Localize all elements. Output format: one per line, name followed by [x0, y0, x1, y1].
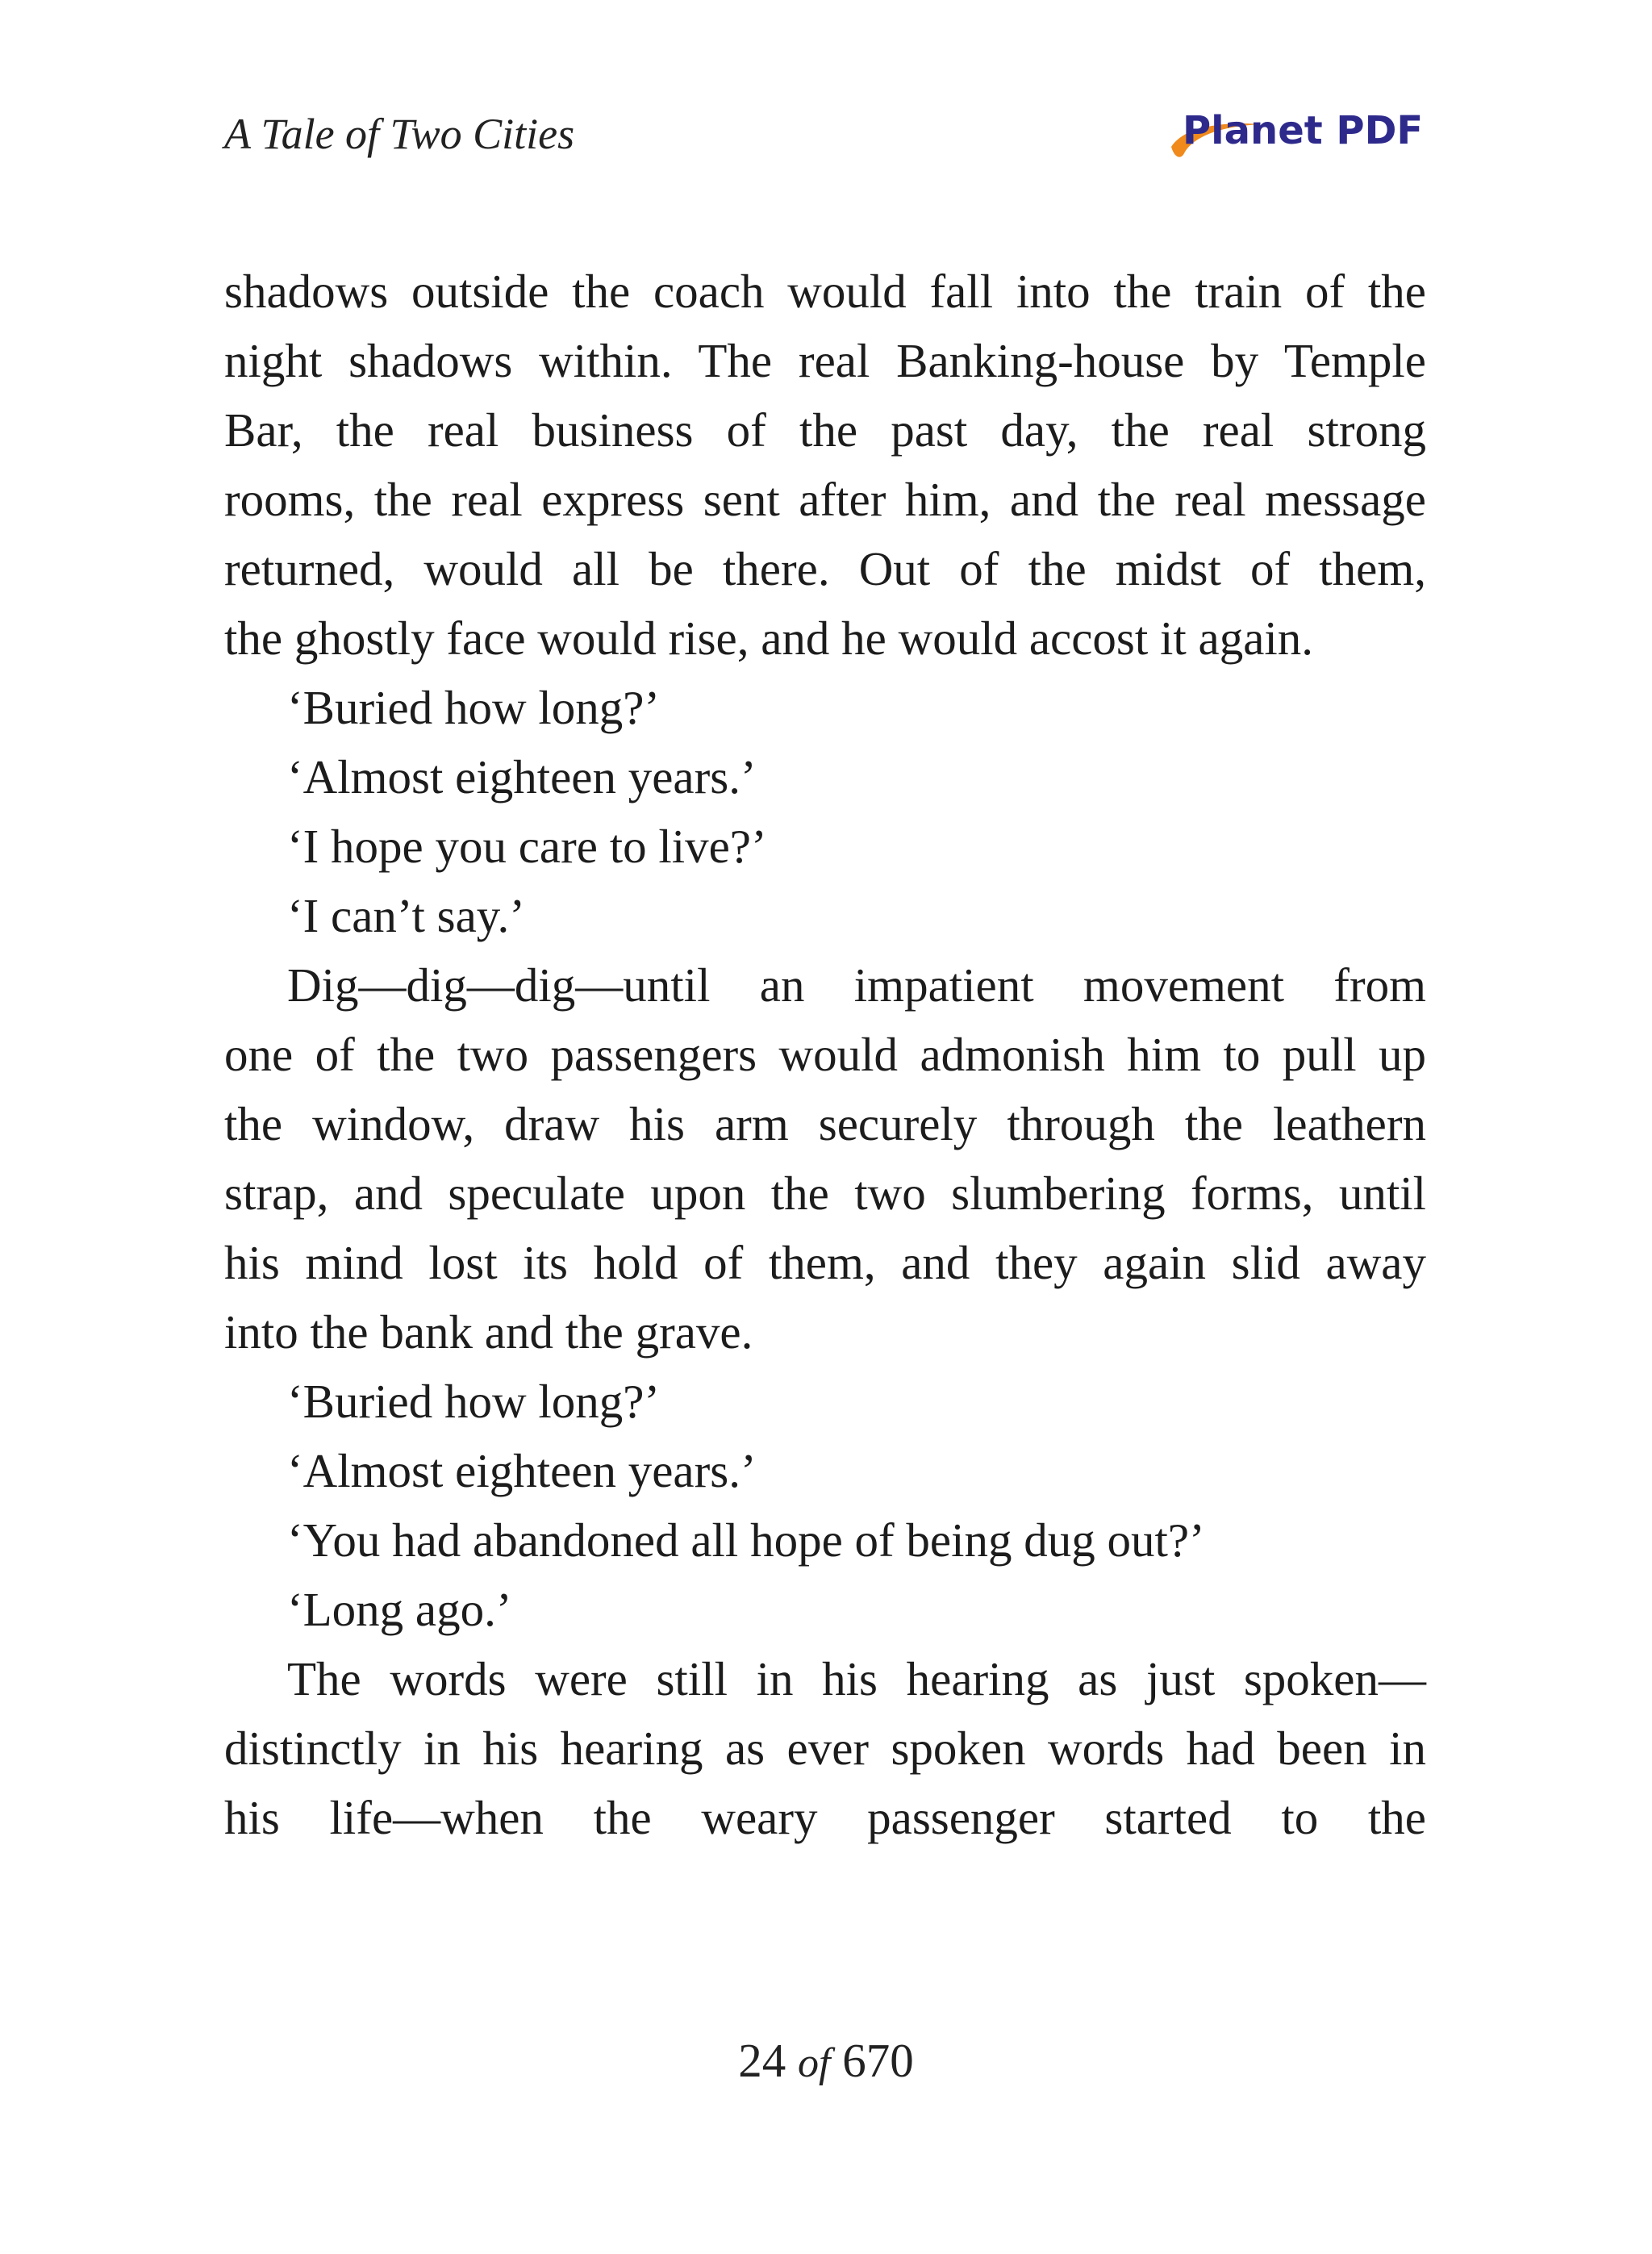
text-line: returned, would all be there. Out of the midst of them, [224, 542, 1426, 595]
text-line: ‘Buried how long?’ [287, 1375, 661, 1428]
text-line: one of the two passengers would admonish him to pull up [224, 1028, 1426, 1081]
page-total: 670 [842, 2034, 914, 2087]
text-line: his mind lost its hold of them, and they again slid away [224, 1236, 1426, 1289]
text-line: shadows outside the coach would fall into the train of the [224, 265, 1426, 318]
text-line: his life—when the weary passenger started to the [224, 1791, 1426, 1844]
planet-pdf-logo [1166, 106, 1425, 171]
text-line: ‘Long ago.’ [287, 1583, 512, 1636]
page-number [0, 2028, 1652, 2096]
text-line: the window, draw his arm securely through the leathern [224, 1097, 1426, 1150]
text-line: strap, and speculate upon the two slumbering forms, until [224, 1167, 1426, 1220]
text-line: ‘You had abandoned all hope of being dug out?’ [287, 1513, 1205, 1567]
text-line: ‘Almost eighteen years.’ [287, 1444, 757, 1497]
text-line: ‘I hope you care to live?’ [287, 820, 767, 873]
book-title: A Tale of Two Cities [224, 110, 575, 158]
text-line: ‘I can’t say.’ [287, 889, 525, 942]
text-line: Dig—dig—dig—until an impatient movement from [287, 958, 1426, 1012]
text-line: distinctly in his hearing as ever spoken words had been in [224, 1722, 1426, 1775]
text-line: The words were still in his hearing as just spoken— [287, 1652, 1426, 1705]
page-current: 24 [738, 2034, 786, 2087]
logo-text: Planet PDF [1183, 108, 1424, 153]
text-line: Bar, the real business of the past day, the real strong [224, 403, 1426, 457]
text-line: night shadows within. The real Banking-house by Temple [224, 334, 1426, 387]
text-line: the ghostly face would rise, and he would accost it again. [224, 612, 1314, 665]
text-line: ‘Buried how long?’ [287, 681, 661, 734]
text-line: ‘Almost eighteen years.’ [287, 750, 757, 804]
page-body [224, 257, 1426, 1852]
text-line: into the bank and the grave. [224, 1305, 753, 1359]
page-of-label: of [798, 2040, 831, 2086]
text-line: rooms, the real express sent after him, and the real message [224, 473, 1426, 526]
